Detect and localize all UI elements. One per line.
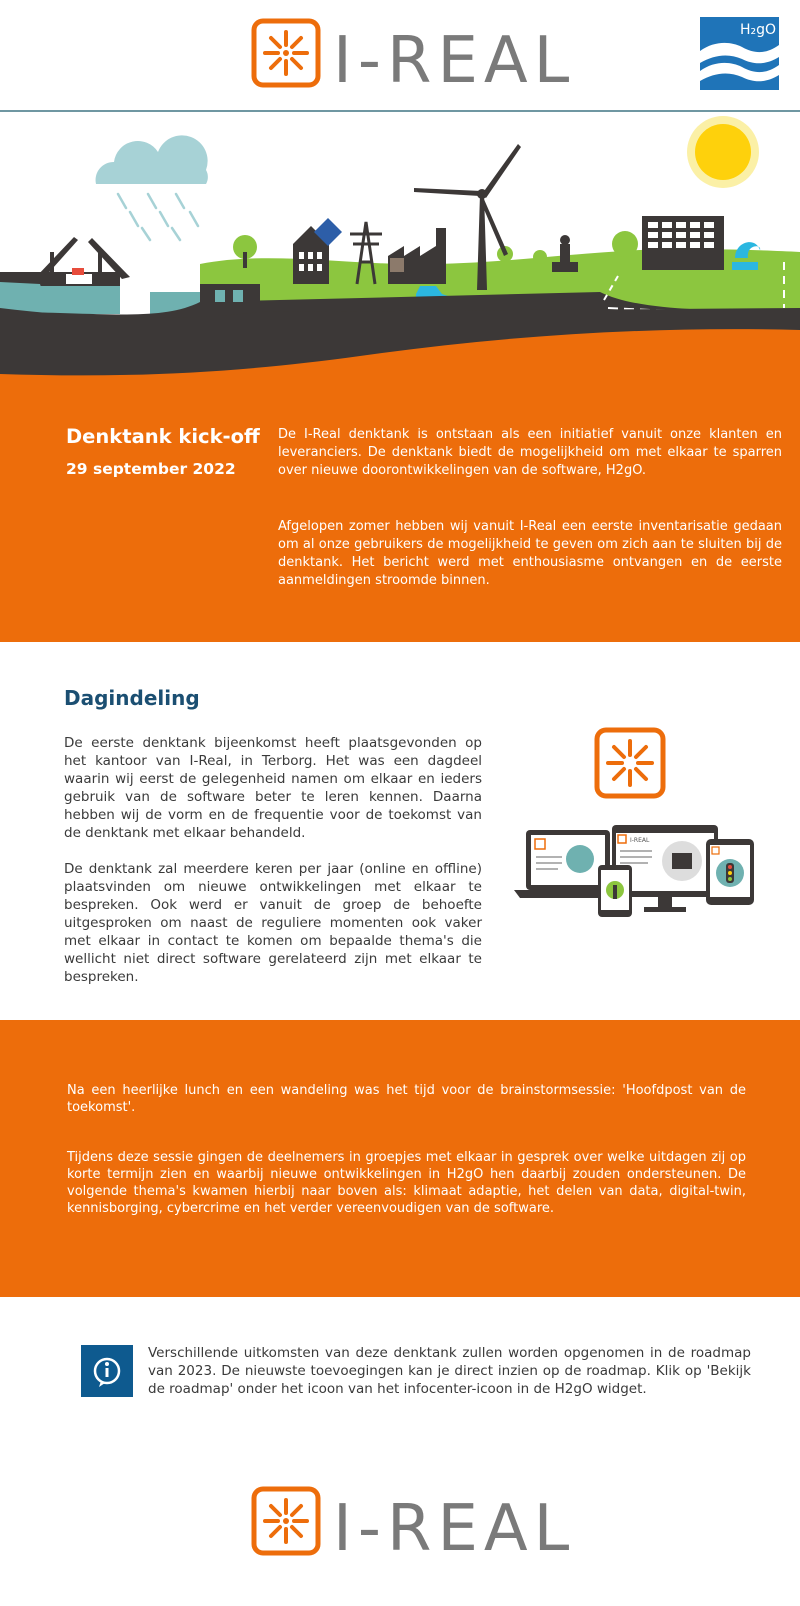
info-section [0, 1297, 800, 1447]
dagindeling-paragraph-1: De eerste denktank bijeenkomst heeft plaatsgevonden op het kantoor van I-Real, in Terborg. Het was een dagdeel waarin wij eerst de gelegenheid namen om elkaar en ieders gebruik van de software beter te leren kennen. Daarna hebben wij de vorm en de frequentie voor de toekomst van de denktank met elkaar behandeld. [64, 735, 482, 841]
rain-cloud-icon [96, 135, 208, 240]
kickoff-section [0, 380, 800, 642]
i-real-symbol-icon [597, 730, 663, 796]
statue-icon [552, 235, 578, 272]
kickoff-date: 29 september 2022 [66, 460, 236, 478]
devices-illustration [512, 727, 766, 927]
info-icon-graphic [81, 1345, 133, 1397]
kickoff-paragraph-1: De I-Real denktank is ontstaan als een initiatief vanuit onze klanten en leveranciers. De denktank biedt de mogelijkheid om met elkaar te sparren over nieuwe doorontwikkelingen van de software, H2gO. [278, 427, 782, 478]
info-icon [81, 1345, 133, 1397]
devices-graphic [512, 727, 766, 927]
kickoff-paragraph-2: Afgelopen zomer hebben wij vanuit I-Real een eerste inventarisatie gedaan om al onze gebruikers de mogelijkheid te geven om zich aan te sluiten bij de denktank. Het bericht werd met enthousiasme ontvangen en de eerste aanmeldingen stroomde binnen. [278, 519, 782, 588]
hero-illustration [0, 112, 800, 382]
bridge-icon [0, 237, 130, 286]
i-real-logo-graphic [251, 18, 576, 98]
devices-logo-text: I-REAL [630, 837, 650, 844]
sun-icon [687, 116, 759, 188]
office-building-icon [642, 216, 724, 270]
info-text: Verschillende uitkomsten van deze denktank zullen worden opgenomen in de roadmap van 2023. De nieuwste toevoegingen kan je direct inzien op de roadmap. Klik op 'Bekijk de roadmap' onder het icoon van het infocenter-icoon in de H2gO widget. [148, 1345, 751, 1397]
brainstorm-paragraph-2: Tijdens deze sessie gingen de deelnemers in groepjes met elkaar in gesprek over welke uitdagen zij op korte termijn zien en waarbij nieuwe ontwikkelingen in H2gO hen daarbij zouden ondersteunen. De volgende thema's kwamen hierbij naar boven als: klimaat adaptie, het delen van data, digital-twin, kennisborging, cybercrime en het verder vereenvoudigen van de software. [67, 1150, 746, 1216]
i-real-footer-logo-graphic [251, 1486, 576, 1566]
dagindeling-section [0, 642, 800, 1020]
kickoff-title: Denktank kick-off [66, 425, 260, 448]
brainstorm-section [0, 1020, 800, 1297]
logo-text: I-REAL [333, 24, 576, 98]
h2go-logo-graphic [700, 17, 779, 90]
dagindeling-title: Dagindeling [64, 686, 200, 710]
h2go-text: H₂gO [740, 22, 777, 38]
h2go-logo[interactable] [700, 17, 779, 90]
dagindeling-paragraph-2: De denktank zal meerdere keren per jaar (online en offline) plaatsvinden om nieuwe ontwikkelingen met elkaar te bespreken. Ook werd er vanuit de groep de behoefte uitgesproken om naast de reguliere momenten ook vaker met elkaar in contact te komen om bepaalde thema's die wellicht niet direct software gerelateerd zijn met elkaar te bespreken. [64, 861, 482, 985]
factory-icon [388, 228, 446, 284]
boat-icon [66, 268, 92, 284]
header [0, 0, 800, 112]
phone-icon [598, 865, 632, 917]
i-real-footer-logo[interactable] [251, 1486, 576, 1566]
i-real-logo[interactable] [251, 18, 576, 98]
footer-logo-text: I-REAL [333, 1492, 576, 1566]
brainstorm-paragraph-1: Na een heerlijke lunch en een wandeling was het tijd voor de brainstormsessie: 'Hoofdpost van de toekomst'. [67, 1083, 746, 1115]
landscape-graphic [0, 112, 800, 382]
tablet-icon [706, 839, 754, 905]
